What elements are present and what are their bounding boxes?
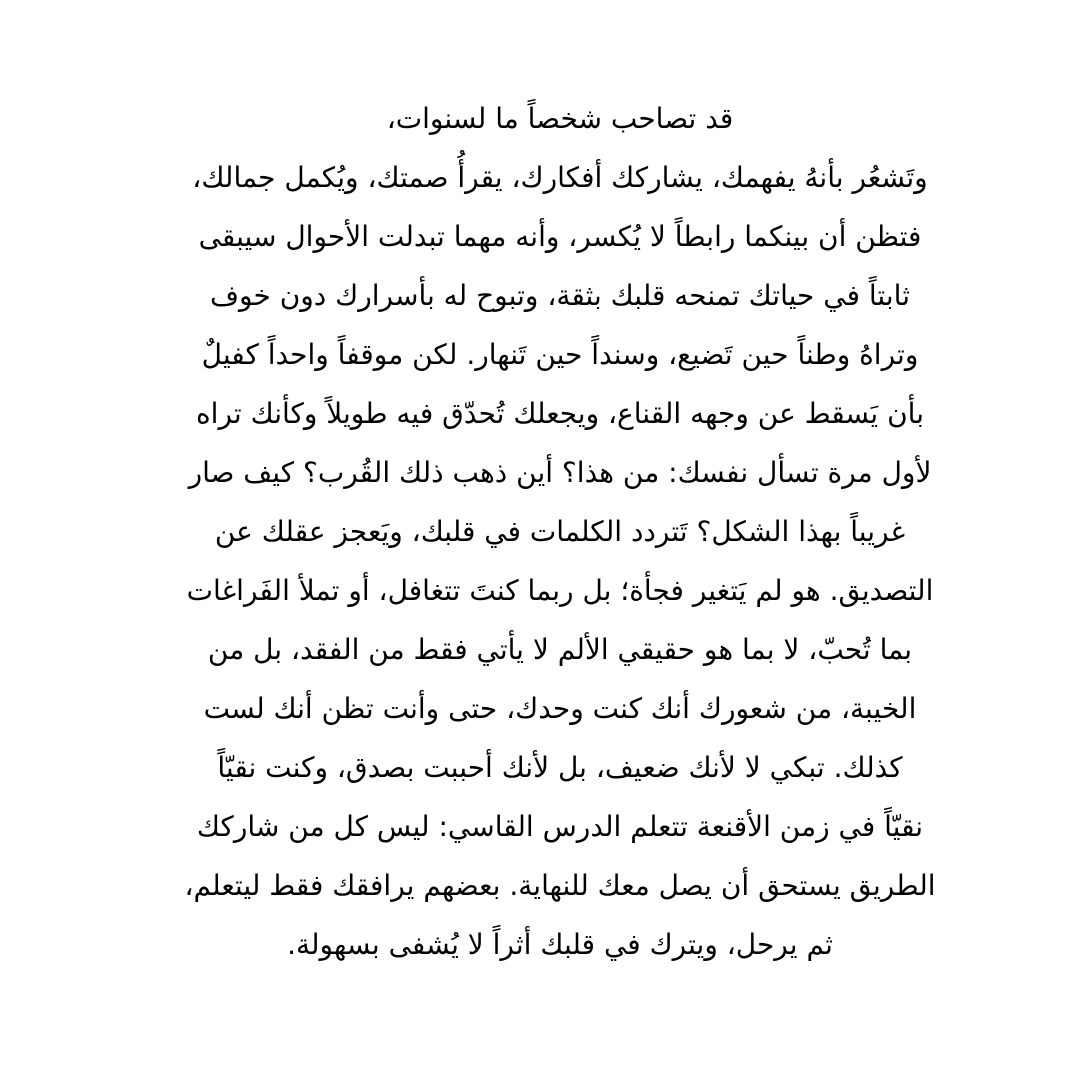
- text-line: بما تُحبّ، لا بما هو حقيقي الألم لا يأتي فقط من الفقد، بل من: [207, 633, 913, 666]
- text-line: غريباً بهذا الشكل؟ تَتردد الكلمات في قلبك، ويَعجز عقلك عن: [214, 515, 906, 548]
- text-line: لأول مرة تسأل نفسك: من هذا؟ أين ذهب ذلك القُرب؟ كيف صار: [188, 456, 932, 489]
- text-line: قد تصاحب شخصاً ما لسنوات،: [386, 102, 734, 135]
- text-line: الخيبة، من شعورك أنك كنت وحدك، حتى وأنت تظن أنك لست: [203, 692, 917, 725]
- text-line: وتراهُ وطناً حين تَضيع، وسنداً حين تَنهار. لكن موقفاً واحداً كفيلٌ: [201, 338, 919, 371]
- text-line: نقيّاً في زمن الأقنعة تتعلم الدرس القاسي: ليس كل من شاركك: [196, 810, 924, 843]
- text-line: كذلك. تبكي لا لأنك ضعيف، بل لأنك أحببت بصدق، وكنت نقيّاً: [217, 751, 903, 784]
- text-line: الطريق يستحق أن يصل معك للنهاية. بعضهم يرافقك فقط ليتعلم،: [184, 869, 936, 902]
- text-line: ثابتاً في حياتك تمنحه قلبك بثقة، وتبوح له بأسرارك دون خوف: [210, 279, 910, 312]
- text-line: ثم يرحل، ويترك في قلبك أثراً لا يُشفى بسهولة.: [287, 928, 833, 961]
- text-line: فتظن أن بينكما رابطاً لا يُكسر، وأنه مهما تبدلت الأحوال سيبقى: [198, 220, 922, 253]
- quote-text-block: [100, 90, 1020, 1030]
- text-line: بأن يَسقط عن وجهه القناع، ويجعلك تُحدّق فيه طويلاً وكأنك تراه: [196, 397, 924, 430]
- text-line: وتَشعُر بأنهُ يفهمك، يشاركك أفكارك، يقرأُ صمتك، ويُكمل جمالك،: [192, 161, 928, 194]
- text-line: التصديق. هو لم يَتغير فجأة؛ بل ربما كنتَ تتغافل، أو تملأ الفَراغات: [186, 574, 934, 607]
